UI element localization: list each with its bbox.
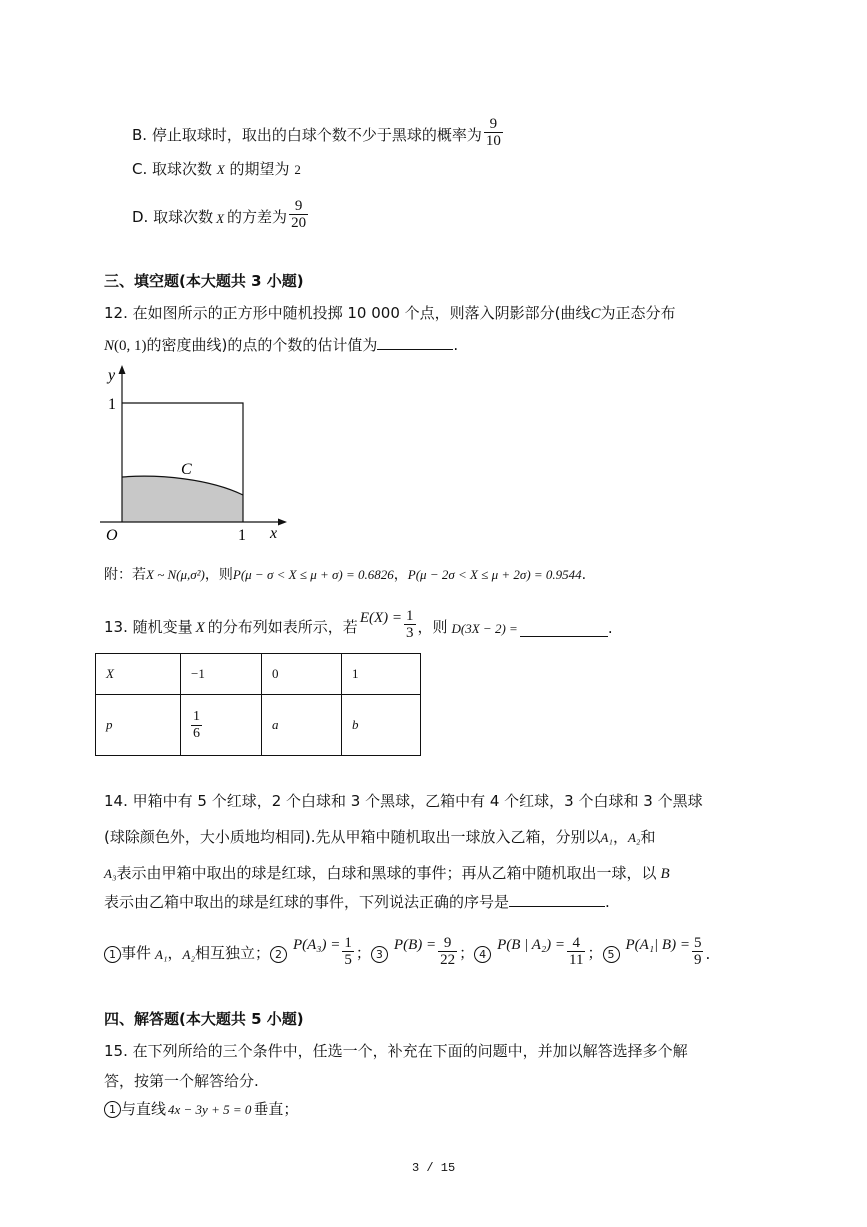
option-3: 3 P(B) = $\frac{9}{22}$ ； <box>371 935 474 968</box>
table-cell <box>181 695 262 756</box>
table-row <box>96 654 421 695</box>
section3-heading: 三、填空题(本大题共 3 小题) <box>104 272 304 290</box>
option-2-fraction: $\frac{1}{5}$ <box>344 935 352 968</box>
q12-note: 附：若X ~ N(μ,σ²)，则P(μ − σ < X ≤ μ + σ) = 0.6826，P(μ − 2σ < X ≤ μ + 2σ) = 0.9544. <box>104 567 587 583</box>
table-row <box>96 695 421 756</box>
option-2: 2 P(A₃) = $\frac{1}{5}$ ； <box>270 935 371 968</box>
q14-answer-blank[interactable] <box>509 906 605 907</box>
table-cell: 0 <box>262 654 342 695</box>
table-cell: X <box>96 654 181 695</box>
q11-b-fraction: $\frac{9}{10}$ <box>485 116 501 149</box>
q12-answer-blank[interactable] <box>377 349 453 350</box>
table-cell: a <box>262 695 342 756</box>
table-cell: b <box>342 695 421 756</box>
q11-b-text: B. 停止取球时，取出的白球个数不少于黑球的概率为 <box>132 126 482 144</box>
origin-label: O <box>106 527 118 544</box>
section4-heading: 四、解答题(本大题共 5 小题) <box>104 1010 304 1028</box>
x-tick-label: 1 <box>238 527 246 544</box>
q13-line: 13. 随机变量 X 的分布列如表所示，若 E(X) = $\frac{1}{3}$ ，则 D(3X − 2) = . <box>104 608 613 641</box>
q13-answer-blank[interactable] <box>520 636 608 637</box>
y-axis-label: y <box>108 367 116 384</box>
q15-line2: 答，按第一个解答给分. <box>104 1072 259 1090</box>
q14-options <box>104 922 710 968</box>
q11-d-fraction: $\frac{9}{20}$ <box>291 198 307 231</box>
q15-condition-1: 1 与直线 4x − 3y + 5 = 0 垂直； <box>104 1098 298 1119</box>
q14-line3: A₃表示由甲箱中取出的球是红球，白球和黑球的事件；再从乙箱中随机取出一球，以 B <box>104 864 670 882</box>
x-axis-label: x <box>270 525 278 542</box>
shaded-region <box>122 476 243 522</box>
option-4: 4 P(B | A₂) = $\frac{4}{11}$ ； <box>474 935 602 968</box>
q14-line2: (球除颜色外，大小质地均相同).先从甲箱中随机取出一球放入乙箱，分别以A₁，A₂和 <box>104 828 656 846</box>
q11-option-c: C. 取球次数 X 的期望为 2 <box>132 160 301 178</box>
option-5: 5 P(A₁| B) = $\frac{5}{9}$ . <box>603 935 711 968</box>
option-4-fraction: $\frac{4}{11}$ <box>569 935 584 968</box>
option-3-fraction: $\frac{9}{22}$ <box>440 935 456 968</box>
q11-option-b <box>132 103 505 149</box>
option-1: 1 事件 A₁ ， A₂ 相互独立； <box>104 942 270 968</box>
q14-line1: 14. 甲箱中有 5 个红球，2 个白球和 3 个黑球，乙箱中有 4 个红球，3 个白球和 3 个黑球 <box>104 792 703 810</box>
x-axis-arrow <box>278 519 287 526</box>
q14-line4: 表示由乙箱中取出的球是红球的事件，下列说法正确的序号是 . <box>104 893 610 911</box>
q11-option-d: D. 取球次数 X 的方差为 $\frac{9}{20}$ <box>132 198 307 231</box>
y-tick-label: 1 <box>108 396 116 413</box>
q12-figure <box>100 362 300 552</box>
y-axis-arrow <box>119 365 126 374</box>
table-cell: −1 <box>181 654 262 695</box>
q12-line1: 12. 在如图所示的正方形中随机投掷 10 000 个点，则落入阴影部分(曲线C为正态分布 <box>104 304 676 322</box>
q12-line2: N(0, 1)的密度曲线)的点的个数的估计值为 . <box>104 336 459 354</box>
table-cell: p <box>96 695 181 756</box>
q15-line1: 15. 在下列所给的三个条件中，任选一个，补充在下面的问题中，并加以解答选择多个解 <box>104 1042 688 1060</box>
q13-ex-fraction: $\frac{1}{3}$ <box>406 608 414 641</box>
page-number: 3 / 15 <box>412 1161 456 1175</box>
q13-distribution-table <box>95 653 421 756</box>
table-fraction: $\frac{1}{6}$ <box>193 708 200 741</box>
q11-c-var: X <box>216 162 225 177</box>
curve-label: C <box>181 461 192 478</box>
option-5-fraction: $\frac{5}{9}$ <box>693 935 702 968</box>
table-cell: 1 <box>342 654 421 695</box>
